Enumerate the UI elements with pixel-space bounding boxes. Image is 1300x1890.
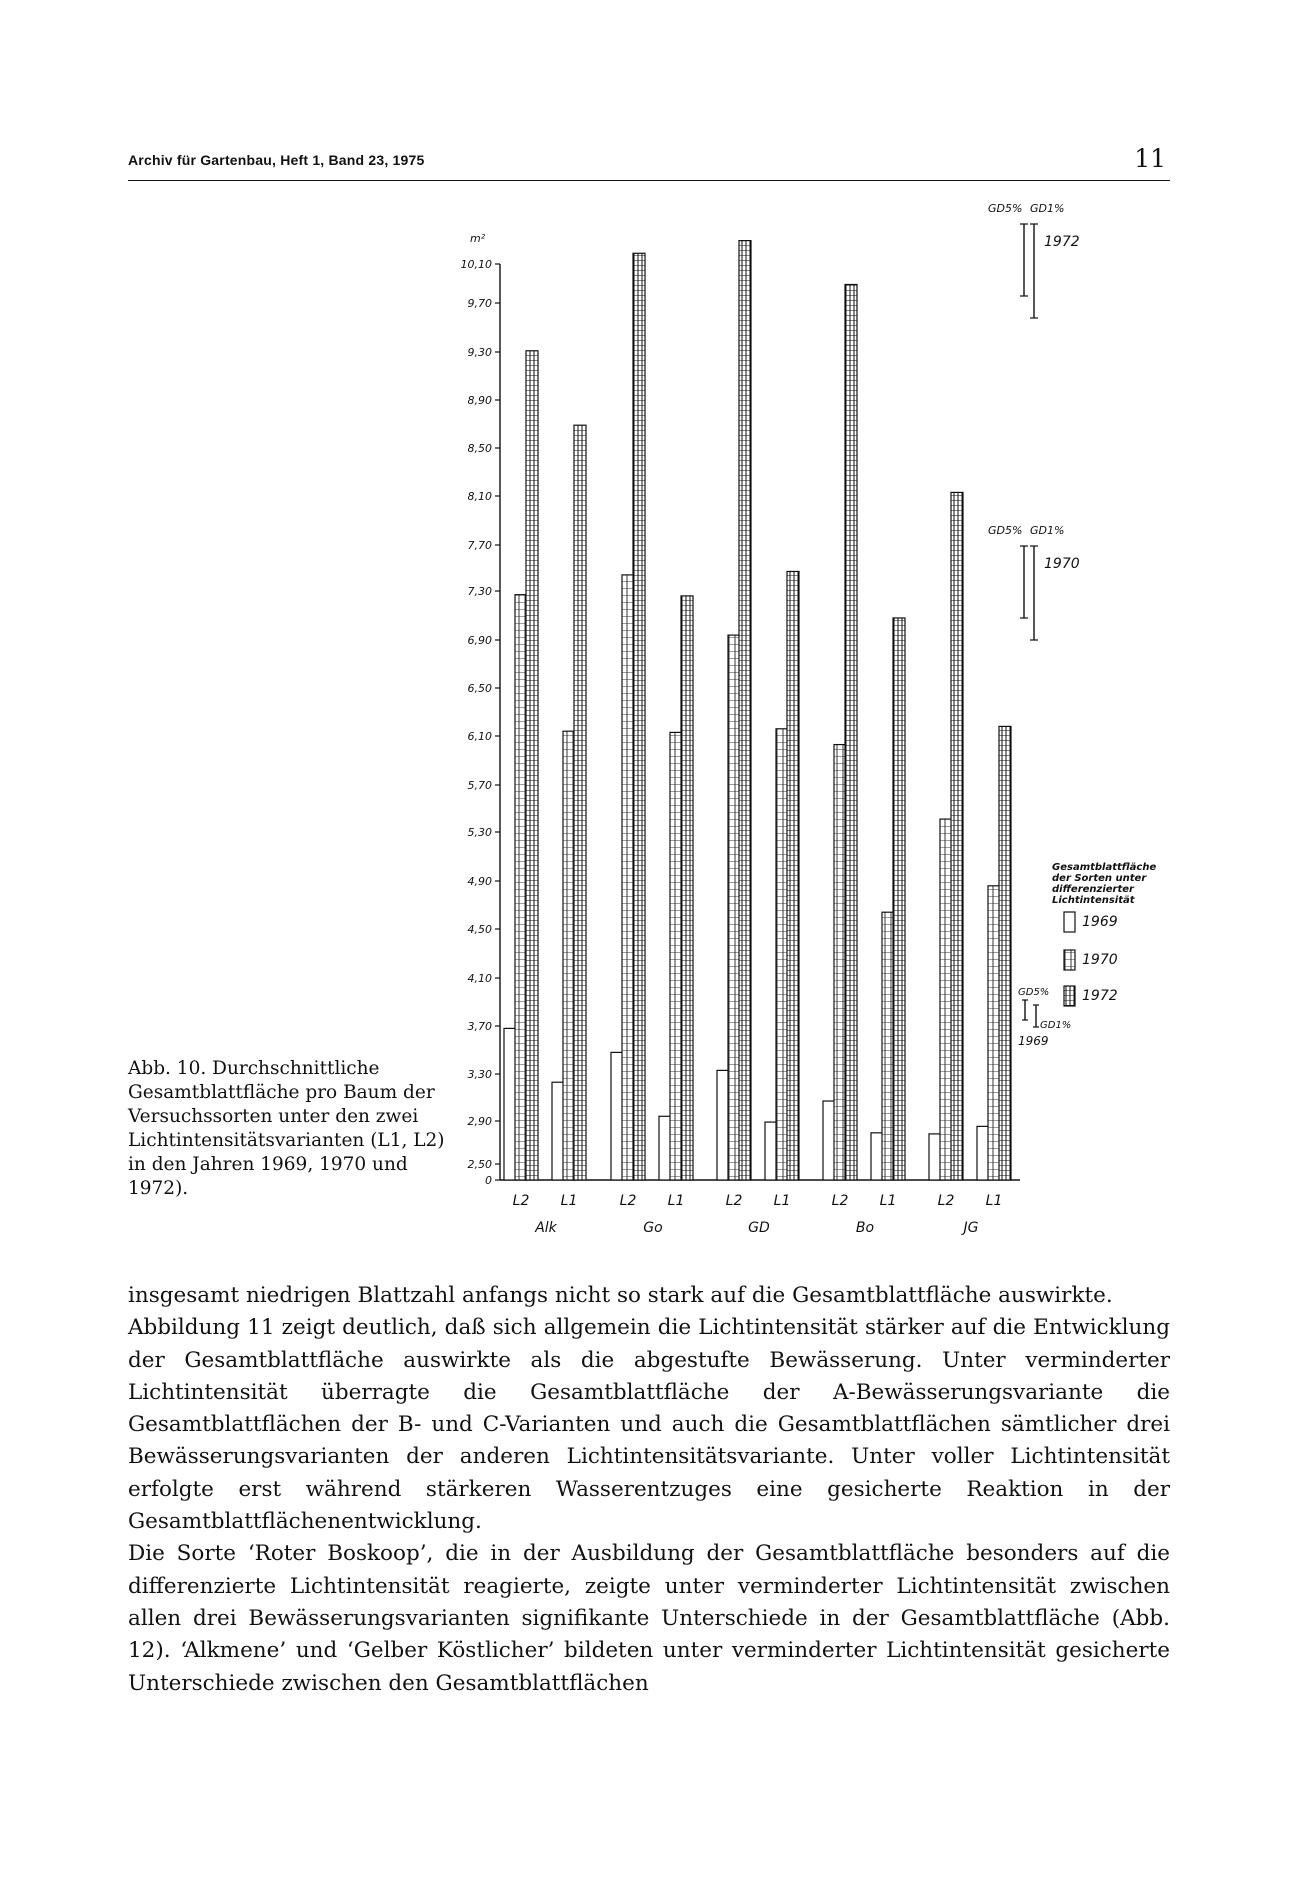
bar-1972 bbox=[787, 571, 799, 1180]
y-tick-label: 0 bbox=[485, 1174, 492, 1187]
y-tick-label: 8,10 bbox=[467, 490, 492, 503]
bar-1972 bbox=[845, 284, 857, 1180]
variety-label: GD bbox=[748, 1220, 770, 1236]
y-tick-label: 7,30 bbox=[467, 585, 492, 598]
y-tick-label: 4,90 bbox=[467, 875, 492, 888]
bar-1969 bbox=[765, 1122, 777, 1180]
y-tick-label: 10,10 bbox=[460, 258, 492, 271]
y-tick-label: 5,30 bbox=[467, 826, 492, 839]
bar-1972 bbox=[893, 618, 905, 1180]
y-tick-label: 6,90 bbox=[467, 634, 492, 647]
figure-caption: Abb. 10. Durchschnittliche Gesamtblattfläche pro Baum der Versuchssorten unter den zwei Lichtintensitätsvarianten (L1, L2) in den Jahren 1969, 1970 und 1972). bbox=[128, 1058, 445, 1199]
y-tick-label: 2,90 bbox=[467, 1115, 492, 1128]
y-unit-label: m² bbox=[470, 232, 486, 245]
y-tick-label: 4,10 bbox=[467, 972, 492, 985]
light-label: L1 bbox=[667, 1193, 685, 1209]
legend-swatch-1969 bbox=[1064, 912, 1075, 932]
journal-title: Archiv für Gartenbau, Heft 1, Band 23, 1975 bbox=[128, 152, 425, 168]
legend-title-line: Lichtintensität bbox=[1052, 895, 1135, 906]
y-tick-label: 6,10 bbox=[467, 730, 492, 743]
y-tick-label: 2,50 bbox=[467, 1158, 492, 1171]
gd5-label: GD5% bbox=[1018, 987, 1050, 998]
bar-1969 bbox=[823, 1101, 835, 1180]
bar-1972 bbox=[951, 492, 963, 1180]
y-tick-label: 3,70 bbox=[467, 1020, 492, 1033]
y-tick-label: 8,90 bbox=[467, 394, 492, 407]
page-number: 11 bbox=[1134, 144, 1166, 173]
lsd-year-label: 1969 bbox=[1018, 1034, 1049, 1048]
lsd-year-label: 1970 bbox=[1044, 556, 1080, 572]
light-label: L2 bbox=[937, 1193, 955, 1209]
bar-1970 bbox=[670, 732, 682, 1180]
light-label: L1 bbox=[985, 1193, 1003, 1209]
y-tick-label: 3,30 bbox=[467, 1068, 492, 1081]
variety-label: Go bbox=[643, 1220, 663, 1236]
y-tick-label: 6,50 bbox=[467, 682, 492, 695]
bar-1972 bbox=[739, 241, 751, 1180]
lsd-year-label: 1972 bbox=[1044, 234, 1080, 250]
bar-1970 bbox=[988, 886, 1000, 1180]
paragraph: Die Sorte ‘Roter Boskoop’, die in der Ausbildung der Gesamtblattfläche besonders auf die differenzierte Lichtintensität reagierte, zeigte unter verminderter Lichtintensität zwischen allen drei Bewässerungsvarianten signifikante Unterschiede in der Gesamtblattfläche (Abb. 12). ‘Alkmene’ und ‘Gelber Köstlicher’ bildeten unter verminderter Lichtintensität gesicherte Unterschiede zwischen den Gesamtblattflächen bbox=[128, 1541, 1170, 1696]
light-label: L1 bbox=[560, 1193, 578, 1209]
variety-label: JG bbox=[963, 1220, 979, 1236]
bar-1969 bbox=[552, 1082, 564, 1180]
gd5-label: GD5% bbox=[988, 202, 1023, 215]
bar-1969 bbox=[611, 1052, 623, 1180]
light-label: L2 bbox=[512, 1193, 530, 1209]
y-tick-label: 7,70 bbox=[467, 539, 492, 552]
legend-swatch-1970 bbox=[1064, 950, 1075, 970]
light-label: L1 bbox=[879, 1193, 897, 1209]
y-tick-label: 5,70 bbox=[467, 779, 492, 792]
legend-entry: 1969 bbox=[1082, 914, 1118, 930]
light-label: L2 bbox=[725, 1193, 743, 1209]
gd1-label: GD1% bbox=[1040, 1020, 1072, 1031]
bar-1969 bbox=[504, 1028, 516, 1180]
legend-entry: 1972 bbox=[1082, 988, 1118, 1004]
bar-1969 bbox=[659, 1116, 671, 1180]
gd1-label: GD1% bbox=[1030, 202, 1065, 215]
legend-entry: 1970 bbox=[1082, 952, 1118, 968]
bar-1969 bbox=[977, 1126, 989, 1180]
bar-1972 bbox=[526, 351, 538, 1180]
bar-1969 bbox=[871, 1133, 883, 1180]
bar-1972 bbox=[999, 726, 1011, 1180]
bar-1970 bbox=[622, 575, 634, 1180]
bar-1969 bbox=[717, 1070, 729, 1180]
variety-label: Alk bbox=[535, 1220, 557, 1236]
bar-1969 bbox=[929, 1134, 941, 1180]
legend-title-line: differenzierter bbox=[1052, 884, 1134, 895]
y-tick-label: 4,50 bbox=[467, 923, 492, 936]
bar-1970 bbox=[776, 729, 788, 1180]
paragraph: insgesamt niedrigen Blattzahl anfangs nicht so stark auf die Gesamtblattfläche auswirkte. bbox=[128, 1283, 1113, 1308]
light-label: L2 bbox=[831, 1193, 849, 1209]
legend-swatch-1972 bbox=[1064, 986, 1075, 1006]
legend-title-line: Gesamtblattfläche bbox=[1052, 862, 1157, 873]
y-tick-label: 9,30 bbox=[467, 346, 492, 359]
light-label: L2 bbox=[619, 1193, 637, 1209]
bar-1970 bbox=[515, 595, 527, 1180]
gd1-label: GD1% bbox=[1030, 524, 1065, 537]
legend-title bbox=[1052, 862, 1156, 906]
body-text bbox=[128, 1280, 1170, 1700]
y-tick-label: 9,70 bbox=[467, 297, 492, 310]
bar-1970 bbox=[940, 819, 952, 1180]
y-tick-label: 8,50 bbox=[467, 442, 492, 455]
bar-1972 bbox=[633, 253, 645, 1180]
bar-1972 bbox=[681, 596, 693, 1180]
legend-title-line: der Sorten unter bbox=[1052, 873, 1147, 884]
bar-1970 bbox=[834, 745, 846, 1180]
paragraph: Abbildung 11 zeigt deutlich, daß sich allgemein die Lichtintensität stärker auf die Entwicklung der Gesamtblattfläche auswirkte als die abgestufte Bewässerung. Unter verminderter Lichtintensität überragte die Gesamtblattfläche der A-Bewässerungsvariante die Gesamtblattflächen der B- und C-Varianten und auch die Gesamtblattflächen sämtlicher drei Bewässerungsvarianten der anderen Lichtintensitätsvariante. Unter voller Lichtintensität erfolgte erst während stärkeren Wasserentzuges eine gesicherte Reaktion in der Gesamtblattflächenentwicklung. bbox=[128, 1315, 1170, 1535]
bar-1972 bbox=[574, 425, 586, 1180]
bar-1970 bbox=[563, 731, 575, 1180]
light-label: L1 bbox=[773, 1193, 791, 1209]
bar-1970 bbox=[728, 635, 740, 1180]
variety-label: Bo bbox=[855, 1220, 875, 1236]
gd5-label: GD5% bbox=[988, 524, 1023, 537]
bar-1970 bbox=[882, 912, 894, 1180]
